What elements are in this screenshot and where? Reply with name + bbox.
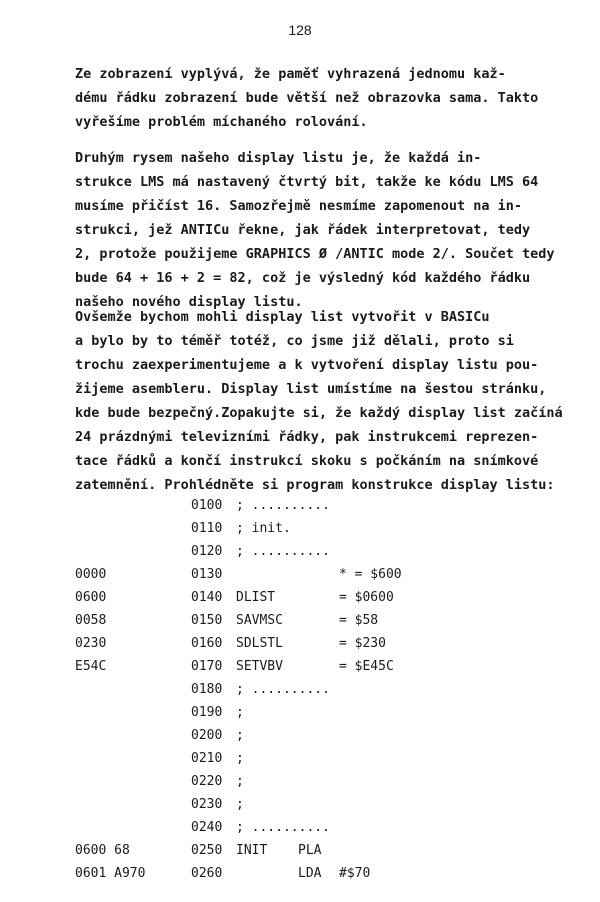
comment: ;	[236, 728, 244, 743]
listing-row	[0, 866, 600, 889]
object-code: 0230	[75, 636, 107, 651]
listing-row	[0, 590, 600, 613]
paragraph-line: kde bude bezpečný.Zopakujte si, že každý display list začíná	[75, 405, 563, 421]
paragraph-line: dému řádku zobrazení bude větší než obrazovka sama. Takto	[75, 90, 539, 106]
comment: ; ..........	[236, 544, 330, 559]
object-code: 0000	[75, 567, 107, 582]
line-number: 0170	[191, 659, 223, 674]
page-number: 128	[288, 22, 312, 38]
listing-row	[0, 636, 600, 659]
listing-row	[0, 705, 600, 728]
line-number: 0150	[191, 613, 223, 628]
paragraph-line: musíme přičíst 16. Samozřejmě nesmíme zapomenout na in-	[75, 198, 523, 214]
paragraph-line: strukci, jež ANTICu řekne, jak řádek interpretovat, tedy	[75, 222, 531, 238]
label: SDLSTL	[236, 636, 283, 651]
opcode: PLA	[298, 843, 322, 858]
line-number: 0110	[191, 521, 223, 536]
operand: = $58	[339, 613, 379, 628]
line-number: 0250	[191, 843, 223, 858]
paragraph-line: tace řádků a končí instrukcí skoku s počkáním na snímkové	[75, 453, 539, 469]
line-number: 0230	[191, 797, 223, 812]
comment: ;	[236, 705, 244, 720]
paragraph-line: trochu zaexperimentujeme a k vytvoření display listu pou-	[75, 357, 539, 373]
listing-row	[0, 682, 600, 705]
opcode: LDA	[298, 866, 322, 881]
object-code: 0601 A970	[75, 866, 146, 881]
paragraph-lms	[75, 146, 575, 314]
paragraph-line: zatemnění. Prohlédněte si program konstrukce display listu:	[75, 477, 555, 493]
operand: * = $600	[339, 567, 402, 582]
paragraph-line: strukce LMS má nastavený čtvrtý bit, takže ke kódu LMS 64	[75, 174, 539, 190]
comment: ;	[236, 751, 244, 766]
paragraph-line: 2, protože použijeme GRAPHICS Ø /ANTIC mode 2/. Součet tedy	[75, 246, 555, 262]
line-number: 0190	[191, 705, 223, 720]
line-number: 0260	[191, 866, 223, 881]
label: SAVMSC	[236, 613, 283, 628]
label: SETVBV	[236, 659, 283, 674]
paragraph-line: Druhým rysem našeho display listu je, že každá in-	[75, 150, 482, 166]
listing-row	[0, 728, 600, 751]
paragraph-assembler	[75, 305, 575, 497]
operand: = $E45C	[339, 659, 394, 674]
object-code: E54C	[75, 659, 107, 674]
comment: ; ..........	[236, 498, 330, 513]
paragraph-intro	[75, 62, 575, 134]
comment: ;	[236, 797, 244, 812]
listing-row	[0, 659, 600, 682]
listing-row	[0, 544, 600, 567]
assembly-listing	[0, 498, 600, 889]
paragraph-line: 24 prázdnými televizními řádky, pak instrukcemi reprezen-	[75, 429, 539, 445]
line-number: 0140	[191, 590, 223, 605]
label: DLIST	[236, 590, 276, 605]
paragraph-line: Ze zobrazení vyplývá, že paměť vyhrazená jednomu kaž-	[75, 66, 506, 82]
paragraph-line: Ovšemže bychom mohli display list vytvořit v BASICu	[75, 309, 490, 325]
listing-row	[0, 613, 600, 636]
comment: ; ..........	[236, 682, 330, 697]
listing-row	[0, 567, 600, 590]
operand: = $0600	[339, 590, 394, 605]
listing-row	[0, 843, 600, 866]
listing-row	[0, 774, 600, 797]
line-number: 0100	[191, 498, 223, 513]
paragraph-line: bude 64 + 16 + 2 = 82, což je výsledný kód každého řádku	[75, 270, 531, 286]
paragraph-line: žijeme asembleru. Display list umístíme na šestou stránku,	[75, 381, 547, 397]
comment: ; ..........	[236, 820, 330, 835]
label: INIT	[236, 843, 268, 858]
line-number: 0210	[191, 751, 223, 766]
comment: ;	[236, 774, 244, 789]
object-code: 0058	[75, 613, 107, 628]
line-number: 0130	[191, 567, 223, 582]
operand: = $230	[339, 636, 386, 651]
paragraph-line: vyřešíme problém míchaného rolování.	[75, 114, 368, 130]
line-number: 0200	[191, 728, 223, 743]
line-number: 0240	[191, 820, 223, 835]
line-number: 0160	[191, 636, 223, 651]
paragraph-line: našeho nového display listu.	[75, 294, 303, 310]
paragraph-line: a bylo by to téměř totéž, co jsme již dělali, proto si	[75, 333, 514, 349]
listing-row	[0, 521, 600, 544]
operand: #$70	[339, 866, 371, 881]
line-number: 0120	[191, 544, 223, 559]
listing-row	[0, 797, 600, 820]
listing-row	[0, 820, 600, 843]
line-number: 0180	[191, 682, 223, 697]
line-number: 0220	[191, 774, 223, 789]
object-code: 0600	[75, 590, 107, 605]
object-code: 0600 68	[75, 843, 130, 858]
listing-row	[0, 498, 600, 521]
comment: ; init.	[236, 521, 291, 536]
listing-row	[0, 751, 600, 774]
